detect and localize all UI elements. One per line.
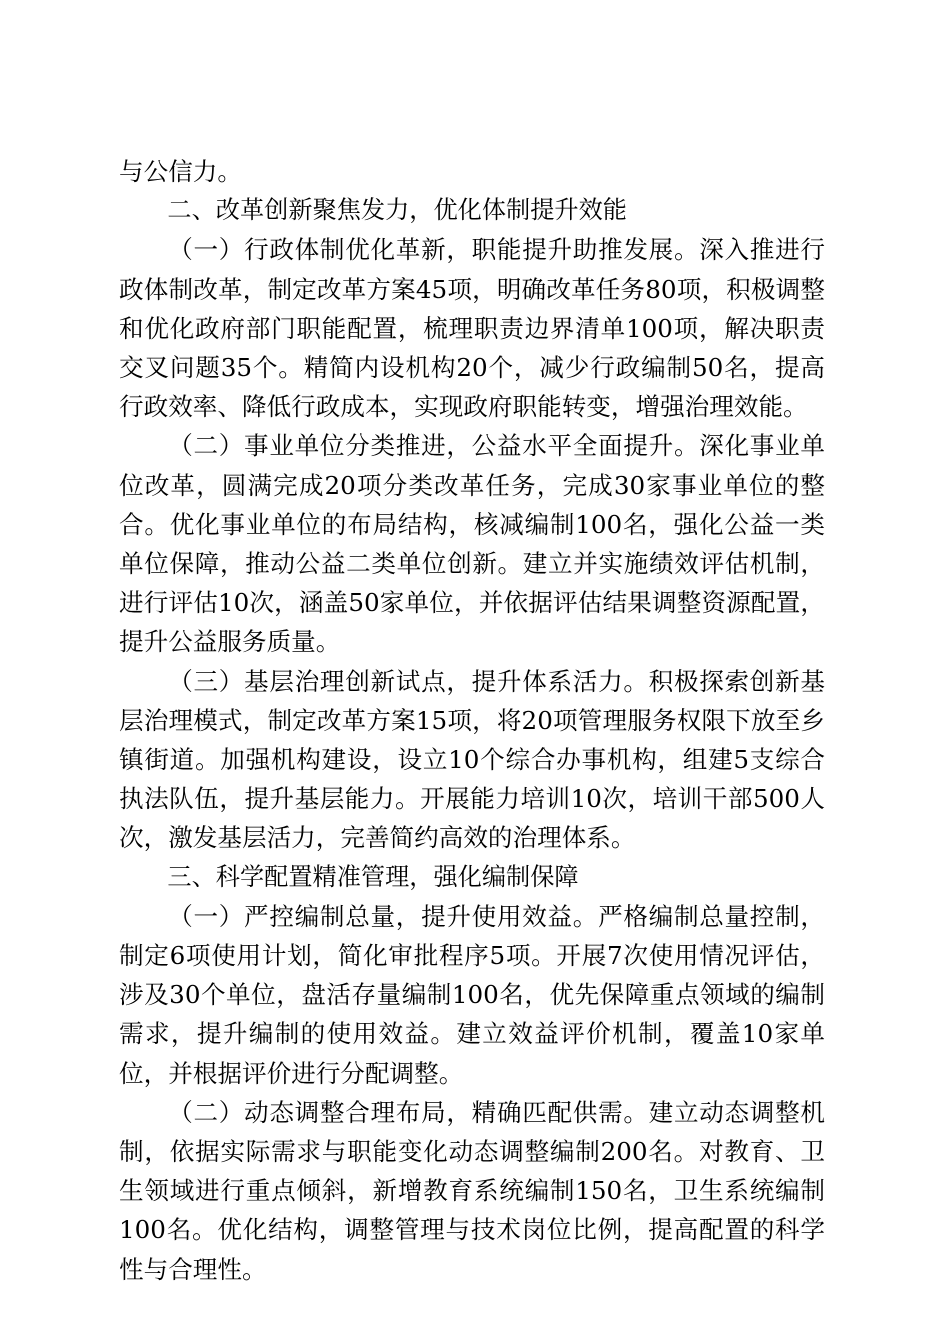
- paragraph-text: 积极探索创新基层治理模式，制定改革方案15项，将20项管理服务权限下放至乡镇街道。加强机构建设，设立10个综合办事机构，组建5支综合执法队伍，提升基层能力。开展能力培训10次，培训干部500人次，激发基层活力，完善简约高效的治理体系。: [119, 666, 825, 853]
- paragraph-text: 深入推进行政体制改革，制定改革方案45项，明确改革任务80项，积极调整和优化政府部门职能配置，梳理职责边界清单100项，解决职责交叉问题35个。精简内设机构20个，减少行政编制50名，提高行政效率、降低行政成本，实现政府职能转变，增强治理效能。: [119, 235, 825, 422]
- paragraph-lead: （一）严控编制总量，提升使用效益。: [168, 901, 599, 931]
- paragraph-3-2: [119, 1093, 825, 1289]
- paragraph-2-1: [119, 230, 825, 426]
- paragraph-text: 深化事业单位改革，圆满完成20项分类改革任务，完成30家事业单位的整合。优化事业单位的布局结构，核减编制100名，强化公益一类单位保障，推动公益二类单位创新。建立并实施绩效评估机制，进行评估10次，涵盖50家单位，并依据评估结果调整资源配置，提升公益服务质量。: [119, 431, 825, 657]
- paragraph-2-2: [119, 426, 825, 661]
- paragraph-lead: （二）事业单位分类推进，公益水平全面提升。: [168, 431, 700, 461]
- section-heading-3: 三、科学配置精准管理，强化编制保障: [167, 862, 579, 891]
- paragraph-lead: （三）基层治理创新试点，提升体系活力。: [168, 666, 649, 696]
- paragraph-lead: （二）动态调整合理布局，精确匹配供需。: [168, 1097, 649, 1127]
- paragraph-2-3: [119, 662, 825, 858]
- continuation-paragraph: 与公信力。: [119, 157, 242, 186]
- paragraph-lead: （一）行政体制优化革新，职能提升助推发展。: [168, 235, 700, 265]
- document-body: [119, 152, 825, 1289]
- paragraph-text: 严格编制总量控制，制定6项使用计划，简化审批程序5项。开展7次使用情况评估，涉及30个单位，盘活存量编制100名，优先保障重点领域的编制需求，提升编制的使用效益。建立效益评价机制，覆盖10家单位，并根据评价进行分配调整。: [119, 901, 825, 1088]
- paragraph-3-1: [119, 897, 825, 1093]
- paragraph-text: 建立动态调整机制，依据实际需求与职能变化动态调整编制200名。对教育、卫生领域进行重点倾斜，新增教育系统编制150名，卫生系统编制100名。优化结构，调整管理与技术岗位比例，提高配置的科学性与合理性。: [119, 1097, 825, 1284]
- section-heading-2: 二、改革创新聚焦发力，优化体制提升效能: [167, 196, 627, 225]
